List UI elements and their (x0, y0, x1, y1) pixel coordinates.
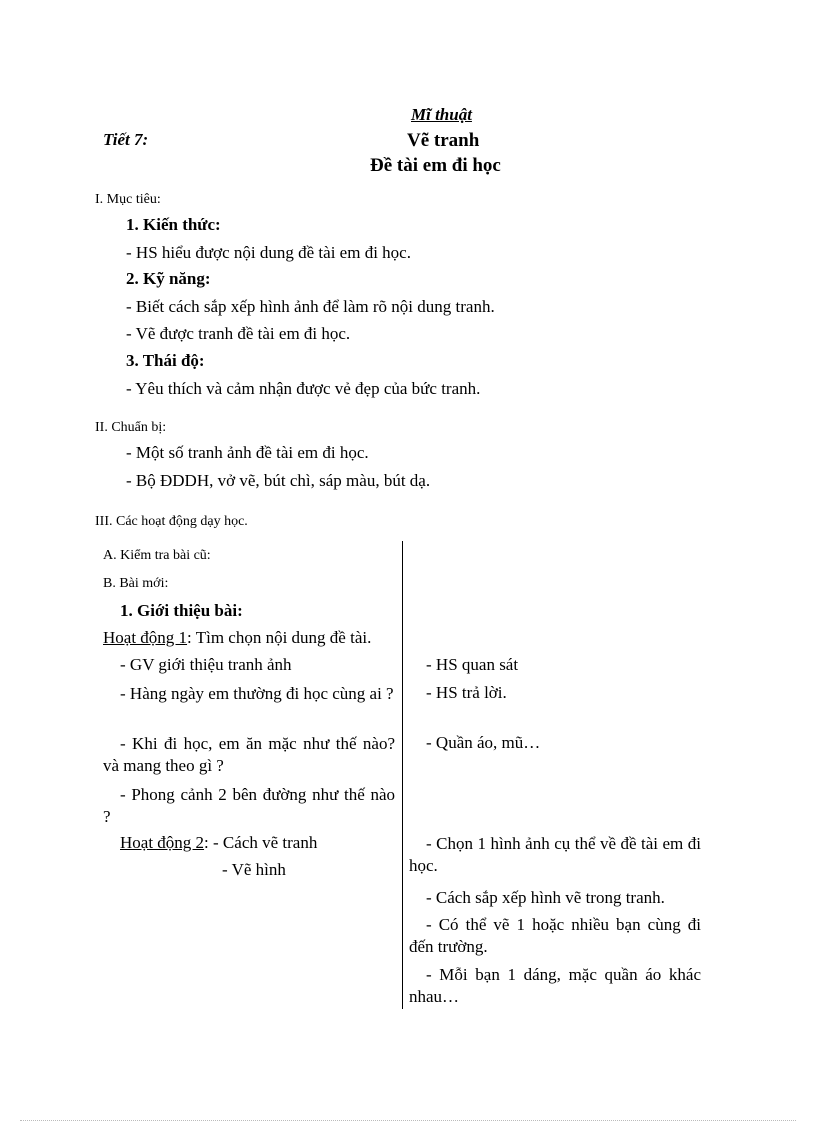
right-item-3: - Quần áo, mũ… (426, 733, 541, 752)
section-activities-heading: III. Các hoạt động dạy học. (95, 514, 248, 529)
activity-2-sub: - Vẽ hình (222, 860, 286, 879)
right2-item-3: - Có thể vẽ 1 hoặc nhiều bạn cùng đi đến trường. (409, 915, 701, 956)
left-item-3: - Khi đi học, em ăn mặc như thế nào? và mang theo gì ? (103, 734, 395, 775)
knowledge-item: - HS hiểu được nội dung đề tài em đi học. (126, 243, 411, 262)
intro-heading: 1. Giới thiệu bài: (120, 601, 243, 620)
section-objectives-heading: I. Mục tiêu: (95, 192, 161, 207)
lesson-title: Vẽ tranh (407, 130, 480, 151)
section-preparation-heading: II. Chuẩn bị: (95, 420, 167, 435)
skills-item-2: - Vẽ được tranh đề tài em đi học. (126, 324, 351, 343)
activity-1 (103, 628, 371, 648)
left-item-4: - Phong cảnh 2 bên đường như thế nào ? (103, 785, 395, 826)
activity-2-text: : - Cách vẽ tranh (204, 833, 318, 852)
right-item-2: - HS trả lời. (426, 683, 507, 702)
skills-item-1: - Biết cách sắp xếp hình ảnh để làm rõ nội dung tranh. (126, 297, 495, 316)
knowledge-heading: 1. Kiến thức: (126, 215, 221, 234)
activity-1-label: Hoạt động 1 (103, 628, 188, 647)
subject-title: Mĩ thuật (411, 105, 472, 124)
attitude-item: - Yêu thích và cảm nhận được vẻ đẹp của bức tranh. (126, 379, 481, 398)
table-divider (402, 541, 403, 1009)
right2-item-2: - Cách sắp xếp hình vẽ trong tranh. (426, 888, 665, 907)
preparation-item-2: - Bộ ĐDDH, vở vẽ, bút chì, sáp màu, bút dạ. (126, 471, 431, 490)
old-lesson-check: A. Kiểm tra bài cũ: (103, 548, 211, 563)
right2-item-1: - Chọn 1 hình ảnh cụ thể về đề tài em đi học. (409, 834, 701, 875)
activity-2 (120, 833, 317, 853)
preparation-item-1: - Một số tranh ảnh đề tài em đi học. (126, 443, 369, 462)
skills-heading: 2. Kỹ năng: (126, 269, 211, 288)
left-item-2: - Hàng ngày em thường đi học cùng ai ? (120, 684, 394, 703)
left-item-1: - GV giới thiệu tranh ảnh (120, 655, 292, 674)
new-lesson: B. Bài mới: (103, 576, 169, 591)
activity-2-label: Hoạt động 2 (120, 833, 205, 852)
right-item-1: - HS quan sát (426, 655, 519, 674)
right2-item-4: - Mỗi bạn 1 dáng, mặc quần áo khác nhau… (409, 965, 701, 1006)
lesson-topic: Đề tài em đi học (370, 155, 501, 176)
lesson-number: Tiết 7: (103, 130, 149, 149)
attitude-heading: 3. Thái độ: (126, 351, 205, 370)
page-bottom-rule (20, 1120, 796, 1121)
activity-1-text: : Tìm chọn nội dung đề tài. (187, 628, 372, 647)
